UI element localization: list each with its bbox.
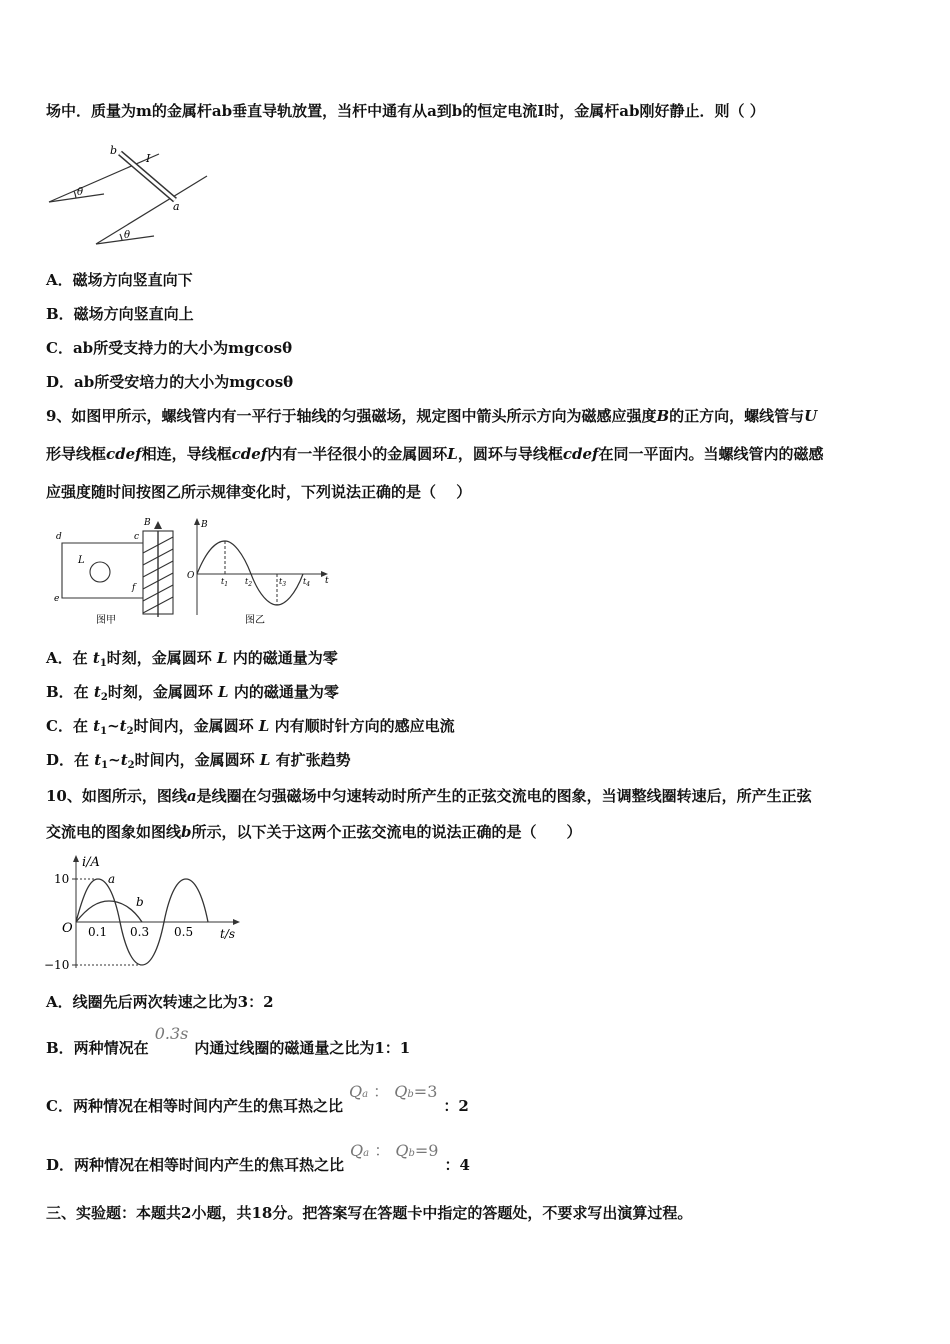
svg-text:t4: $t_4$ <box>303 577 311 588</box>
u-frame <box>62 543 143 598</box>
q10-ac-graph <box>44 852 244 976</box>
ring-L <box>90 562 110 582</box>
q8-option-a: A．磁场方向竖直向下 <box>46 271 193 289</box>
svg-text:a: a <box>108 872 116 886</box>
q10-option-d: D．两种情况在相等时间内产生的焦耳热之比Qa ： Qb=9：4 <box>46 1141 470 1174</box>
q9-stem-line3: 应强度随时间按图乙所示规律变化时，下列说法正确的是（ ） <box>46 483 472 501</box>
svg-text:t/s: t/s <box>220 927 236 941</box>
svg-text:c: c <box>134 532 140 542</box>
q9-option-a: A．在 $t_1$时刻，金属圆环 L 内的磁通量为零 <box>46 649 338 669</box>
svg-text:B: B <box>201 520 208 530</box>
section-3-heading: 三、实验题：本题共2小题，共18分。把答案写在答题卡中指定的答题处，不要求写出演算过程。 <box>46 1204 693 1222</box>
svg-text:t2: $t_2$ <box>245 577 253 588</box>
svg-text:图甲: 图甲 <box>96 615 116 626</box>
label-theta-1: θ <box>77 187 84 198</box>
q9-stem-line1: 9、如图甲所示，螺线管内有一平行于轴线的匀强磁场，规定图中箭头所示方向为磁感应强度B的正方向，螺线管与U <box>46 407 818 425</box>
q9-option-d: D．在 $t_1\sim t_2$时间内，金属圆环 L 有扩张趋势 <box>46 751 351 771</box>
formula-0-3s: 0.3s <box>154 1024 189 1043</box>
svg-text:i/A: i/A <box>82 855 100 870</box>
q9-figure-a <box>48 513 183 628</box>
formula-heat-ratio-d: Qa ： Qb=9 <box>350 1141 439 1160</box>
formula-heat-ratio-c: Qa ： Qb=3 <box>348 1082 438 1101</box>
svg-text:f: f <box>132 583 136 593</box>
q8-option-b: B．磁场方向竖直向上 <box>46 305 194 323</box>
q9-stem-line2: 形导线框cdef相连，导线框cdef内有一半径很小的金属圆环L，圆环与导线框cdef在同一平面内。当螺线管内的磁感 <box>46 445 824 463</box>
q9-option-b: B．在 $t_2$时刻，金属圆环 L 内的磁通量为零 <box>46 683 339 703</box>
q10-option-c: C．两种情况在相等时间内产生的焦耳热之比Qa ： Qb=3：2 <box>46 1082 469 1115</box>
svg-text:t: t <box>325 576 329 586</box>
b-curve <box>197 541 303 605</box>
q8-stem: 场中．质量为m的金属杆ab垂直导轨放置，当杆中通有从a到b的恒定电流I时，金属杆ab刚好静止．则（ ） <box>46 102 765 120</box>
svg-text:L: L <box>78 555 85 566</box>
svg-text:e: e <box>54 594 60 604</box>
svg-text:图乙: 图乙 <box>245 615 265 626</box>
svg-text:d: d <box>56 532 62 542</box>
svg-text:0.3: 0.3 <box>130 925 150 939</box>
svg-text:t3: $t_3$ <box>279 577 287 588</box>
rail-upper <box>49 154 159 202</box>
label-a: a <box>173 200 180 213</box>
svg-text:0.1: 0.1 <box>88 925 108 939</box>
svg-text:b: b <box>136 895 144 909</box>
rail-lower <box>96 176 207 244</box>
q8-option-d: D．ab所受安培力的大小为mgcosθ <box>46 373 294 391</box>
q10-option-b: B．两种情况在0.3s内通过线圈的磁通量之比为1：1 <box>46 1024 411 1057</box>
q10-option-a: A．线圈先后两次转速之比为3：2 <box>46 993 274 1011</box>
label-theta-2: θ <box>124 230 131 241</box>
svg-text:O: O <box>62 921 73 936</box>
svg-text:−10: −10 <box>44 958 70 972</box>
curve-b <box>76 901 142 922</box>
q10-stem-line2: 交流电的图象如图线b所示，以下关于这两个正弦交流电的说法正确的是（ ） <box>46 823 582 841</box>
svg-text:0.5: 0.5 <box>174 925 194 939</box>
q8-incline-figure <box>44 140 214 248</box>
b-arrow <box>154 521 162 529</box>
q9-figure-b <box>185 515 335 628</box>
svg-text:10: 10 <box>54 872 70 886</box>
svg-text:B: B <box>144 518 151 528</box>
label-b: b <box>110 144 118 157</box>
svg-text:t1: $t_1$ <box>221 577 229 588</box>
svg-text:O: O <box>187 571 195 581</box>
q9-option-c: C．在 $t_1\sim t_2$时间内，金属圆环 L 内有顺时针方向的感应电流 <box>46 717 455 737</box>
label-I: I <box>146 152 151 165</box>
q10-stem-line1: 10、如图所示，图线a是线圈在匀强磁场中匀速转动时所产生的正弦交流电的图象，当调整线圈转速后，所产生正弦 <box>46 787 812 805</box>
q8-option-c: C．ab所受支持力的大小为mgcosθ <box>46 339 293 357</box>
